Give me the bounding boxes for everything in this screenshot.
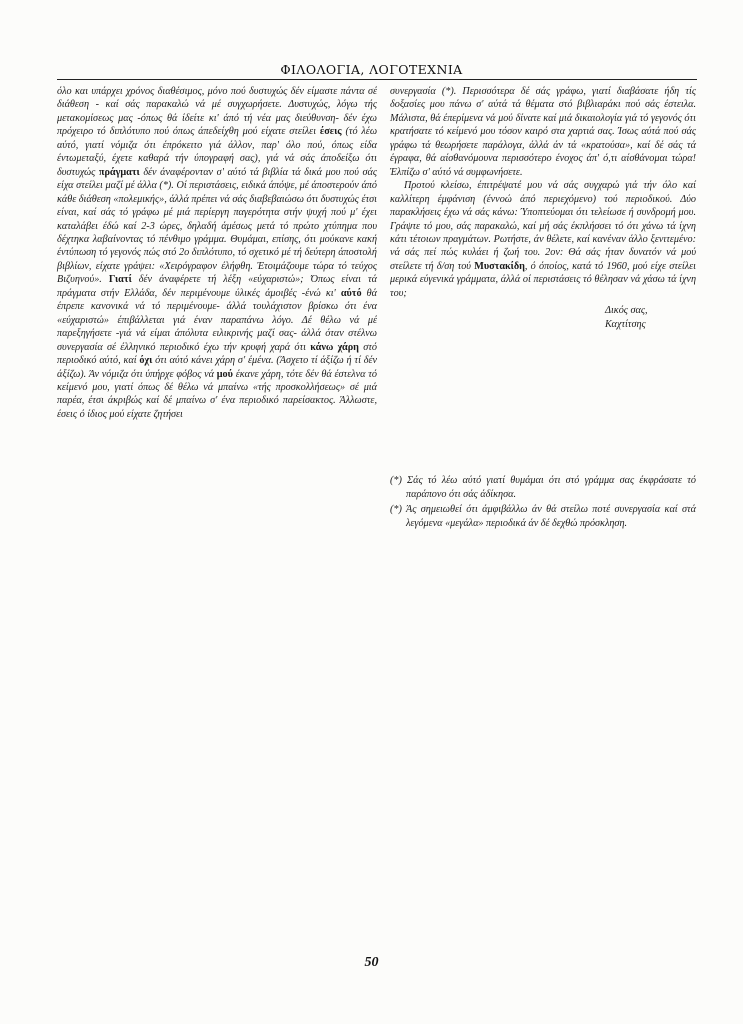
right-column bbox=[390, 85, 696, 332]
footnote-2: (*) Άς σημειωθεί ότι άμφιβάλλω άν θά στείλω ποτέ συνεργασία καί στά λεγόμενα «μεγάλα» περιοδικά άν δέ δεχθώ πρόσκληση. bbox=[390, 504, 696, 529]
header-rule bbox=[57, 79, 697, 80]
bold-run: έσεις bbox=[319, 126, 342, 138]
bold-run: πράγματι bbox=[98, 166, 140, 178]
text-run: θά έπρεπε κανονικά νά τό περιμένουμε- άλλά τουλάχιστον βρίσκω ότι ένα «εύχαριστώ» έπιβάλλεται γιά έναν παραπάνω λόγο. Δέ θέλω νά μέ παρεξηγήσετε -γιά νά είμαι άπόλυτα ειλικρινής μαζί σας- άλλά όταν στέλνω συνεργασία σέ έλληνικό περιοδικό έχω τήν κρυφή χαρά ότι bbox=[57, 287, 377, 353]
bold-run: Γιατί bbox=[108, 274, 132, 286]
bold-run: μού bbox=[216, 368, 233, 380]
letter-paragraph-2 bbox=[390, 179, 696, 300]
left-column bbox=[57, 85, 377, 421]
text-run: (τό λέω αύτό, γιατί νόμιζα ότι έπρόκειτο γιά άλλον, παρ' όλο πού, όπως είδα έντωμεταξύ, έχετε καθαρά τήν ύπογραφή σας), γιά νά σάς άποδείξω ότι δυστυχώς bbox=[57, 126, 378, 178]
text-run: Προτού κλείσω, έπιτρέψατέ μου νά σάς συγχαρώ γιά τήν όλο καί καλλίτερη έμφάνιση (έννοώ άπό περιεχόμενο) τού περιοδικού. Δύο παρακλήσεις έχω νά σάς κάνω: Ύποπτεύομαι ότι τελείωσε ή συνδρομή μου. Γράψτε τό μου, σάς παρακαλώ, καί μή σάς έκπλήσσει τό ότι χάνω τά ίχνη κάτι τέτοιων πραγμάτων. Ρωτήστε, άν θέλετε, καί κανέναν άλλο ξενιτεμένο: νά σάς πεί πώς κυλάει ή ζωή του. 2ον: Θά σάς ήταν δυνατόν νά μού στείλετε τή δ/ση τού bbox=[390, 180, 696, 272]
page-number: 50 bbox=[364, 955, 379, 970]
text-run: ότι αύτό κάνει χάρη σ' έμένα. (Άσχετο τί άξίζω ή τί δέν άξίζω). Άν νόμιζα ότι ύπήρχε φόβος νά bbox=[57, 355, 378, 380]
text-run: έκανε χάρη, τότε δέν θά έστελνα τό κείμενό μου, γιατί όπως δέ θέλω νά μπαίνω «τής προσκολλήσεως» σέ μιά παρέα, έτσι άκριβώς καί δέ μπαίνω σ' ένα περιοδικό παρείσακτος. Άλλωστε, έσεις ό ίδιος μού είχατε ζητήσει bbox=[57, 368, 378, 420]
running-title: ΦΙΛΟΛΟΓΙΑ, ΛΟΓΟΤΕΧΝΙΑ bbox=[280, 62, 463, 77]
letter-paragraph-1 bbox=[57, 85, 377, 421]
closing: Δικός σας, bbox=[605, 305, 648, 317]
letter-paragraph-continued: συνεργασία (*). Περισσότερα δέ σάς γράφω, γιατί διαβάσατε ήδη τίς δοξασίες μου πάνω σ' αύτά τά θέματα στό βιβλιαράκι πού σάς έστειλα. Μάλιστα, θά έπερίμενα νά μού δίνατε καί μιά δικαιολογία γιά τό γεγονός ότι κρατήσατε τό κείμενό μου τόσον καιρό στα χαρτιά σας. Ίσως αύτά πού σάς γράφω τά θεωρήσετε παράλογα, άλλά άν τά «κρατούσα», καί δέ σάς τά έγραφα, θά αίσθανόμουνα περισσότερο ένοχος άπ' ό,τι αίσθάνομαι τώρα! Έλπίζω σ' αύτό νά συμφωνήσετε. bbox=[390, 86, 696, 178]
text-run: στό περιοδικό αύτό, καί bbox=[57, 341, 378, 367]
bold-run: αύτό bbox=[340, 287, 362, 299]
text-run: όλο και υπάρχει χρόνος διαθέσιμος, μόνο πού δυστυχώς δέν είμαστε πάντα σέ διάθεση - καί σάς παρακαλώ νά μέ συγχωρήσετε. Δυστυχώς, λόγω τής μετακομίσεως μας -όπως θά ίδείτε κι' άπό τή νέα μας διεύθυνση- δέν έχω πρόχειρο τό διπλότυπο πού όπως άπεδείχθη μού είχατε στείλει bbox=[57, 86, 377, 138]
footnotes bbox=[390, 474, 696, 532]
signature: Καχτίτσης bbox=[605, 319, 646, 331]
signoff bbox=[390, 304, 696, 332]
bold-run: Μυστακίδη bbox=[474, 260, 525, 272]
text-run: δέν άναφέρετε τή λέξη «εύχαριστώ»; Όπως είναι τά πράγματα στήν Ελλάδα, δέν περιμένουμε ύλικές άμοιβές -ένώ κι' bbox=[57, 274, 378, 299]
footnote-1: (*) Σάς τό λέω αύτό γιατί θυμάμαι ότι στό γράμμα σας έκφράσατε τό παράπονο ότι σάς άδίκησα. bbox=[390, 475, 696, 500]
bold-run: κάνω χάρη bbox=[310, 341, 359, 353]
text-run: , ό όποίος, κατά τό 1960, μού είχε στείλει μερικά εύγενικά γράμματα, άλλά οί περιστάσεις τό θέλησαν νά χάσω τά ίχνη του; bbox=[390, 260, 696, 299]
text-run: δέν άναφέρονταν σ' αύτό τά βιβλία τά δικά μου πού σάς είχα στείλει μαζί μέ άλλα (*). Οί περιστάσεις, ειδικά άπόψε, μέ άποστερούν άπό κάθε διάθεση «πολεμικής», άλλά πρέπει νά σάς διαβεβαιώσω ότι δυστυχώς έτσι είναι, καί σάς τό γράφω μέ μιά περίεργη παγερότητα στήν ψυχή πού μ' έχει καταλάβει έδώ καί 2-3 ώρες, δηλαδή άμέσως μετά τό πρώτο χτύπημα που δέχτηκα λαβαίνοντας τό πένθιμο γράμμα. Θυμάμαι, επίσης, ότι μούκανε κακή έντύπωση τό γεγονός πώς στό 2ο διπλότυπο, τό σχετικό μέ τή δεύτερη άποστολή βιβλίων, είχατε γράψει: «Χειρόγραφον έλήφθη. Έτοιμάζουμε τώρα τό τεύχος Βιζυηνού». bbox=[57, 166, 378, 286]
bold-run: όχι bbox=[139, 355, 153, 367]
